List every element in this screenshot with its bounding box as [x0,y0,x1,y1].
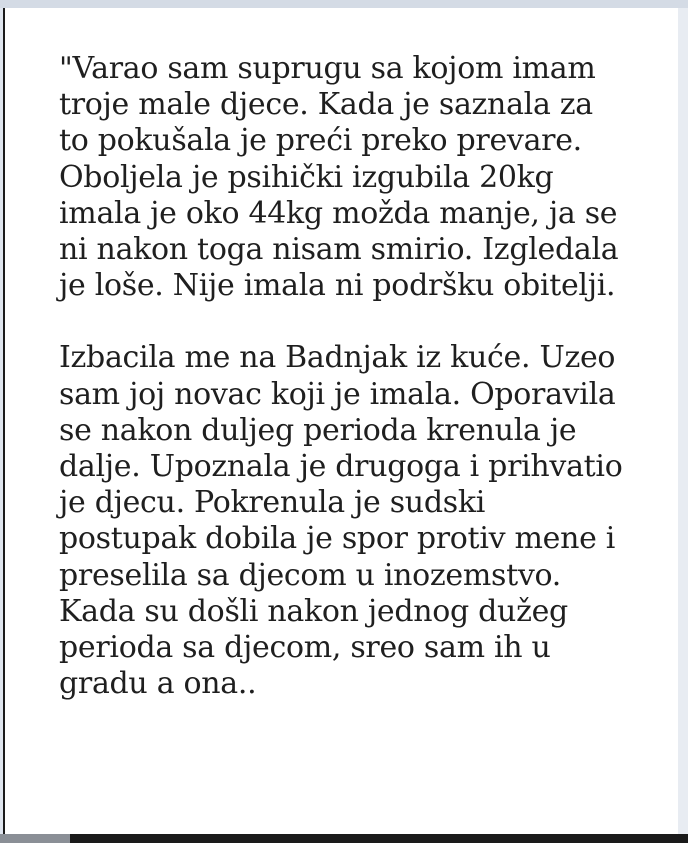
bottom-bar [0,834,688,843]
text-line: "Varao sam suprugu sa kojom imam [59,51,596,86]
text-line: perioda sa djecom, sreo sam ih u [59,630,551,666]
text-line: dalje. Upoznala je drugoga i prihvatio [59,449,623,485]
text-line: je loše. Nije imala ni podršku obitelji. [59,268,616,304]
text-line: gradu a ona.. [59,666,257,702]
text-line: je djecu. Pokrenula je sudski [59,485,485,521]
paragraph-1 [59,51,659,304]
text-line: sam joj novac koji je imala. Oporavila [59,376,616,412]
text-line: ni nakon toga nisam smirio. Izgledala [59,232,619,268]
top-strip [0,0,688,8]
bottom-bar-accent [0,834,70,843]
right-margin [678,8,688,838]
text-line: se nakon duljeg perioda krenula je [59,412,577,448]
quote-text [59,51,659,702]
text-line: Oboljela je psihički izgubila 20kg [59,159,554,195]
text-line: postupak dobila je spor protiv mene i [59,521,616,557]
text-line: Kada su došli nakon jednog dužeg [59,593,568,629]
paragraph-2 [59,340,659,702]
text-card [3,8,678,834]
text-line: imala je oko 44kg možda manje, ja se [59,195,618,231]
text-line: Izbacila me na Badnjak iz kuće. Uzeo [59,340,616,376]
text-line: preselila sa djecom u inozemstvo. [59,557,561,593]
text-line: troje male djece. Kada je saznala za [59,87,593,123]
text-line: to pokušala je preći preko prevare. [59,123,582,159]
paragraph-gap [59,304,659,340]
